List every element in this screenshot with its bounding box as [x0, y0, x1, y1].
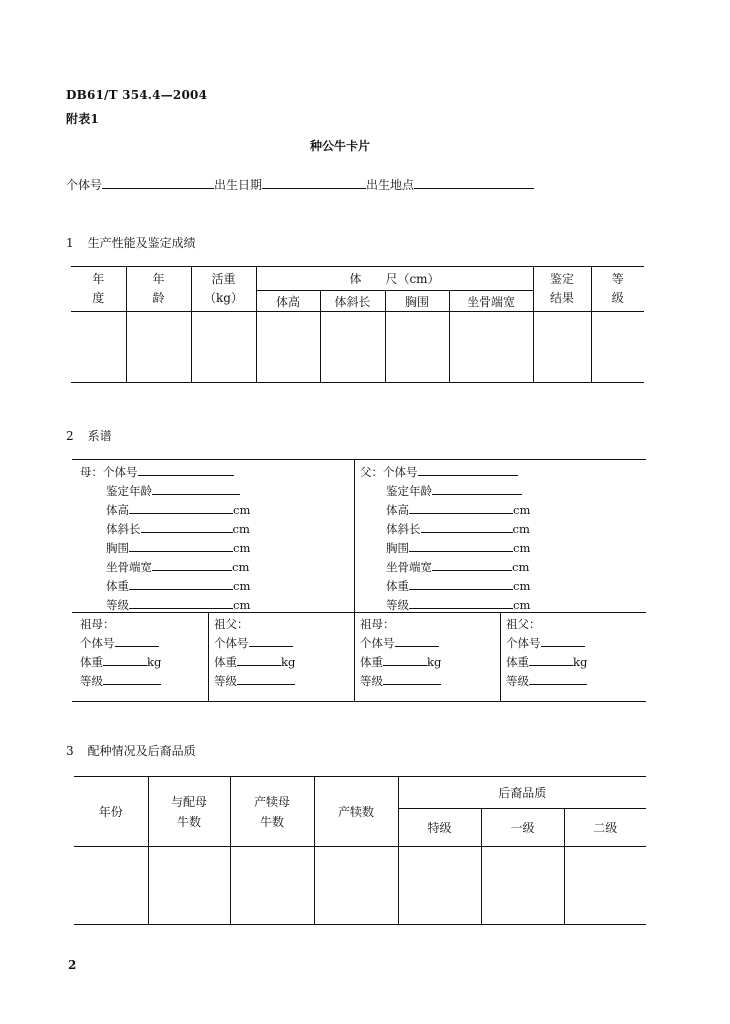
col-weight-header: 活重 （kg） [191, 267, 256, 312]
grand-weight-field[interactable] [529, 655, 573, 666]
table-cell[interactable] [230, 847, 314, 925]
grand-1-id-line [80, 635, 159, 651]
birth-date-label: 出生日期 [214, 178, 263, 192]
unit-label: kg [147, 655, 162, 669]
grand-weight-label: 体重 [360, 655, 383, 669]
id-field[interactable] [102, 176, 214, 189]
table-cell[interactable] [398, 847, 481, 925]
dam-id-label: 母：个体号 [80, 465, 138, 479]
dam-grade-line [106, 597, 250, 613]
sire-oblique-field[interactable] [421, 522, 513, 533]
col-size-header: 体 尺（cm） [256, 267, 533, 291]
grand-3-title: 祖母： [360, 617, 395, 631]
divider [500, 612, 501, 701]
sub-chest-header: 胸围 [385, 291, 449, 312]
grand-2-weight-line [214, 654, 295, 670]
sire-hip-label: 坐骨端宽 [386, 560, 432, 574]
grand-id-field[interactable] [541, 636, 585, 647]
unit-label: cm [232, 522, 250, 536]
unit-label: cm [512, 560, 530, 574]
section2-heading [66, 427, 112, 444]
table-row [71, 312, 644, 383]
birth-place-label: 出生地点 [366, 178, 415, 192]
grand-1-weight-line [80, 654, 161, 670]
sire-chest-label: 胸围 [386, 541, 409, 555]
col-progeny-header: 后裔品质 [398, 777, 646, 809]
table-cell[interactable] [533, 312, 591, 383]
grand-2-grade-line [214, 673, 295, 689]
dam-weight-label: 体重 [106, 579, 129, 593]
table-cell[interactable] [449, 312, 533, 383]
table-row [74, 847, 646, 925]
standard-number: DB61/T 354.4—2004 [66, 88, 208, 102]
unit-label: kg [427, 655, 442, 669]
unit-label: cm [233, 598, 251, 612]
sub-hip-header: 坐骨端宽 [449, 291, 533, 312]
sire-age-label: 鉴定年龄 [386, 484, 432, 498]
sire-weight-label: 体重 [386, 579, 409, 593]
sire-weight-line [386, 578, 530, 594]
table-cell[interactable] [564, 847, 646, 925]
grand-id-field[interactable] [115, 636, 159, 647]
sire-hip-line [386, 559, 529, 575]
grand-4-title: 祖父： [506, 617, 541, 631]
grand-weight-label: 体重 [214, 655, 237, 669]
grand-id-field[interactable] [249, 636, 293, 647]
sire-id-label: 父：个体号 [360, 465, 418, 479]
dam-oblique-label: 体斜长 [106, 522, 141, 536]
sire-age-line [386, 483, 522, 499]
table-cell[interactable] [256, 312, 320, 383]
dam-oblique-line [106, 521, 250, 537]
sire-oblique-line [386, 521, 530, 537]
dam-hip-field[interactable] [152, 560, 232, 571]
performance-table [71, 266, 644, 383]
sire-oblique-label: 体斜长 [386, 522, 421, 536]
unit-label: cm [513, 503, 531, 517]
page-title: 种公牛卡片 [310, 139, 371, 153]
col-calves-header: 产犊数 [314, 777, 398, 847]
dam-id-field[interactable] [138, 465, 234, 476]
page-number: 2 [68, 958, 77, 972]
grand-id-label: 个体号 [214, 636, 249, 650]
grand-2-title: 祖父： [214, 617, 249, 631]
unit-label: cm [513, 579, 531, 593]
grand-weight-field[interactable] [237, 655, 281, 666]
unit-label: cm [233, 579, 251, 593]
dam-chest-label: 胸围 [106, 541, 129, 555]
unit-label: cm [233, 503, 251, 517]
grand-3-grade-line [360, 673, 441, 689]
unit-label: cm [233, 541, 251, 555]
grand-3-weight-line [360, 654, 441, 670]
grand-4-id-line [506, 635, 585, 651]
table-cell[interactable] [481, 847, 564, 925]
grand-weight-label: 体重 [506, 655, 529, 669]
sub-oblique-header: 体斜长 [320, 291, 385, 312]
grand-1-grade-line [80, 673, 161, 689]
table-cell[interactable] [74, 847, 148, 925]
dam-id-line [80, 464, 234, 480]
sire-height-line [386, 502, 530, 518]
dam-age-field[interactable] [152, 484, 240, 495]
col-result-header: 鉴定 结果 [533, 267, 591, 312]
sire-grade-label: 等级 [386, 598, 409, 612]
grand-grade-label: 等级 [80, 674, 103, 688]
section3-title: 配种情况及后裔品质 [87, 744, 196, 758]
sire-id-line [360, 464, 518, 480]
divider [208, 612, 209, 701]
grand-4-grade-line [506, 673, 587, 689]
dam-weight-field[interactable] [129, 579, 233, 590]
grand-id-label: 个体号 [80, 636, 115, 650]
col-calved-header: 产犊母 牛数 [230, 777, 314, 847]
dam-height-field[interactable] [129, 503, 233, 514]
dam-hip-line [106, 559, 249, 575]
unit-label: cm [513, 541, 531, 555]
col-age-header: 年 龄 [126, 267, 191, 312]
grand-id-label: 个体号 [360, 636, 395, 650]
grand-weight-field[interactable] [103, 655, 147, 666]
grand-2-id-line [214, 635, 293, 651]
section2-number: 2 [66, 429, 74, 443]
section2-title: 系谱 [87, 429, 112, 443]
unit-label: kg [281, 655, 296, 669]
grand-grade-field[interactable] [237, 674, 295, 685]
grand-3-id-line [360, 635, 439, 651]
table-cell[interactable] [591, 312, 644, 383]
sire-hip-field[interactable] [432, 560, 512, 571]
dam-age-label: 鉴定年龄 [106, 484, 152, 498]
table-cell[interactable] [191, 312, 256, 383]
grand-id-field[interactable] [395, 636, 439, 647]
section1-heading [66, 234, 196, 251]
pedigree-box [72, 459, 646, 702]
unit-label: cm [232, 560, 250, 574]
table-cell[interactable] [71, 312, 126, 383]
sire-weight-field[interactable] [409, 579, 513, 590]
dam-grade-label: 等级 [106, 598, 129, 612]
col-year-header: 年 度 [71, 267, 126, 312]
id-line [66, 176, 534, 193]
sub-second-header: 二级 [564, 809, 646, 847]
grand-grade-label: 等级 [506, 674, 529, 688]
col-grade-header: 等 级 [591, 267, 644, 312]
dam-height-label: 体高 [106, 503, 129, 517]
dam-weight-line [106, 578, 250, 594]
table-cell[interactable] [126, 312, 191, 383]
birth-date-field[interactable] [262, 176, 366, 189]
grand-grade-label: 等级 [360, 674, 383, 688]
divider [354, 460, 355, 701]
dam-grade-field[interactable] [129, 598, 233, 609]
sire-height-label: 体高 [386, 503, 409, 517]
dam-hip-label: 坐骨端宽 [106, 560, 152, 574]
grand-grade-label: 等级 [214, 674, 237, 688]
col-year-header: 年份 [74, 777, 148, 847]
section3-number: 3 [66, 744, 74, 758]
sire-height-field[interactable] [409, 503, 513, 514]
grand-grade-field[interactable] [529, 674, 587, 685]
breeding-table [74, 776, 646, 925]
unit-label: kg [573, 655, 588, 669]
id-label: 个体号 [66, 178, 103, 192]
unit-label: cm [512, 522, 530, 536]
sub-special-header: 特级 [398, 809, 481, 847]
unit-label: cm [513, 598, 531, 612]
grand-id-label: 个体号 [506, 636, 541, 650]
dam-oblique-field[interactable] [141, 522, 233, 533]
sire-id-field[interactable] [418, 465, 518, 476]
grand-weight-label: 体重 [80, 655, 103, 669]
appendix-label: 附表1 [66, 112, 99, 126]
table-cell[interactable] [385, 312, 449, 383]
grand-1-title: 祖母： [80, 617, 115, 631]
sire-grade-line [386, 597, 530, 613]
section1-title: 生产性能及鉴定成绩 [87, 236, 196, 250]
sire-age-field[interactable] [432, 484, 522, 495]
section3-heading [66, 742, 196, 759]
dam-chest-field[interactable] [129, 541, 233, 552]
grand-grade-field[interactable] [383, 674, 441, 685]
sire-chest-field[interactable] [409, 541, 513, 552]
grand-4-weight-line [506, 654, 587, 670]
table-cell[interactable] [314, 847, 398, 925]
sire-chest-line [386, 540, 530, 556]
sub-first-header: 一级 [481, 809, 564, 847]
section1-number: 1 [66, 236, 74, 250]
birth-place-field[interactable] [414, 176, 534, 189]
sub-height-header: 体高 [256, 291, 320, 312]
dam-age-line [106, 483, 240, 499]
grand-grade-field[interactable] [103, 674, 161, 685]
grand-weight-field[interactable] [383, 655, 427, 666]
dam-height-line [106, 502, 250, 518]
table-cell[interactable] [148, 847, 230, 925]
table-cell[interactable] [320, 312, 385, 383]
dam-chest-line [106, 540, 250, 556]
col-mated-header: 与配母 牛数 [148, 777, 230, 847]
sire-grade-field[interactable] [409, 598, 513, 609]
